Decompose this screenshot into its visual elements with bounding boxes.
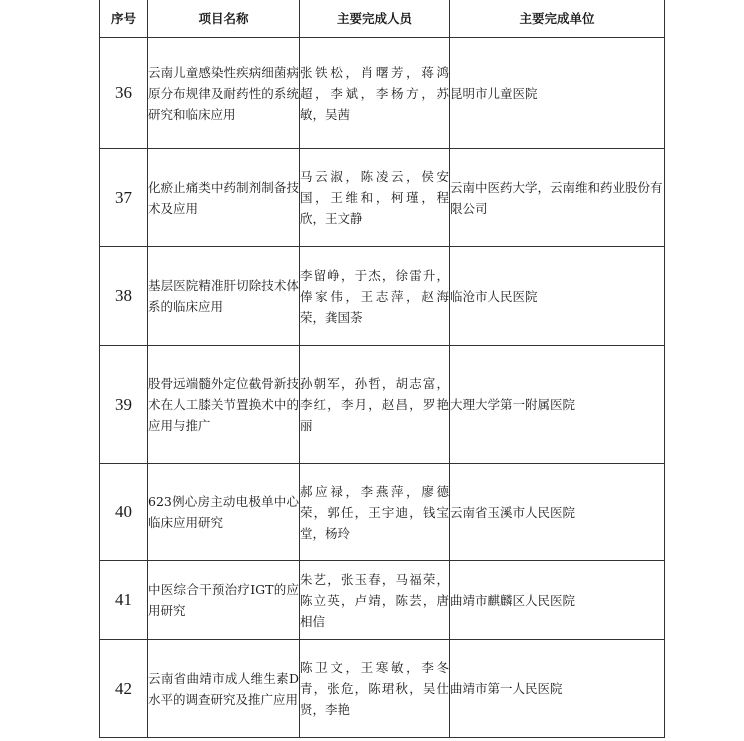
main-people: 陈卫文，王寒敏，李冬青，张危，陈珺秋，吴仕贤，李艳: [300, 640, 450, 738]
header-main-unit: 主要完成单位: [450, 0, 665, 38]
main-unit: 曲靖市麒麟区人民医院: [450, 561, 665, 640]
table-header-row: [100, 0, 665, 38]
project-name: 云南儿童感染性疾病细菌病原分布规律及耐药性的系统研究和临床应用: [148, 38, 300, 149]
row-number: 36: [100, 38, 148, 149]
main-unit: 曲靖市第一人民医院: [450, 640, 665, 738]
project-name: 基层医院精准肝切除技术体系的临床应用: [148, 247, 300, 346]
project-name: 云南省曲靖市成人维生素D水平的调查研究及推广应用: [148, 640, 300, 738]
header-project-name: 项目名称: [148, 0, 300, 38]
main-people: 朱艺，张玉春，马福荣，陈立英，卢靖，陈芸，唐相信: [300, 561, 450, 640]
header-number: 序号: [100, 0, 148, 38]
main-unit: 云南省玉溪市人民医院: [450, 464, 665, 561]
table-row: [100, 640, 665, 738]
project-name: 中医综合干预治疗IGT的应用研究: [148, 561, 300, 640]
main-unit: 临沧市人民医院: [450, 247, 665, 346]
header-main-people: 主要完成人员: [300, 0, 450, 38]
main-people: 郝应禄，李燕萍，廖德荣，郭任，王宇迪，钱宝堂，杨玲: [300, 464, 450, 561]
award-table: [99, 0, 665, 738]
main-people: 李留峥，于杰，徐雷升，俸家伟，王志萍，赵海荣，龚国荼: [300, 247, 450, 346]
main-people: 张铁松，肖曙芳，蒋鸿超，李斌，李杨方，苏敏，吴茜: [300, 38, 450, 149]
main-unit: 大理大学第一附属医院: [450, 346, 665, 464]
table-row: [100, 38, 665, 149]
project-name: 股骨远端髓外定位截骨新技术在人工膝关节置换术中的应用与推广: [148, 346, 300, 464]
main-unit: 昆明市儿童医院: [450, 38, 665, 149]
main-people: 孙朝军，孙哲，胡志富，李红，李月，赵昌，罗艳丽: [300, 346, 450, 464]
main-people: 马云淑，陈凌云，侯安国，王维和，柯瑾，程欣，王文静: [300, 149, 450, 247]
project-name: 化瘀止痛类中药制剂制备技术及应用: [148, 149, 300, 247]
table-row: [100, 346, 665, 464]
main-unit: 云南中医药大学，云南维和药业股份有限公司: [450, 149, 665, 247]
row-number: 38: [100, 247, 148, 346]
project-name: 623例心房主动电极单中心临床应用研究: [148, 464, 300, 561]
row-number: 37: [100, 149, 148, 247]
row-number: 40: [100, 464, 148, 561]
row-number: 39: [100, 346, 148, 464]
table-row: [100, 561, 665, 640]
table-row: [100, 247, 665, 346]
table-row: [100, 149, 665, 247]
table-row: [100, 464, 665, 561]
row-number: 41: [100, 561, 148, 640]
row-number: 42: [100, 640, 148, 738]
